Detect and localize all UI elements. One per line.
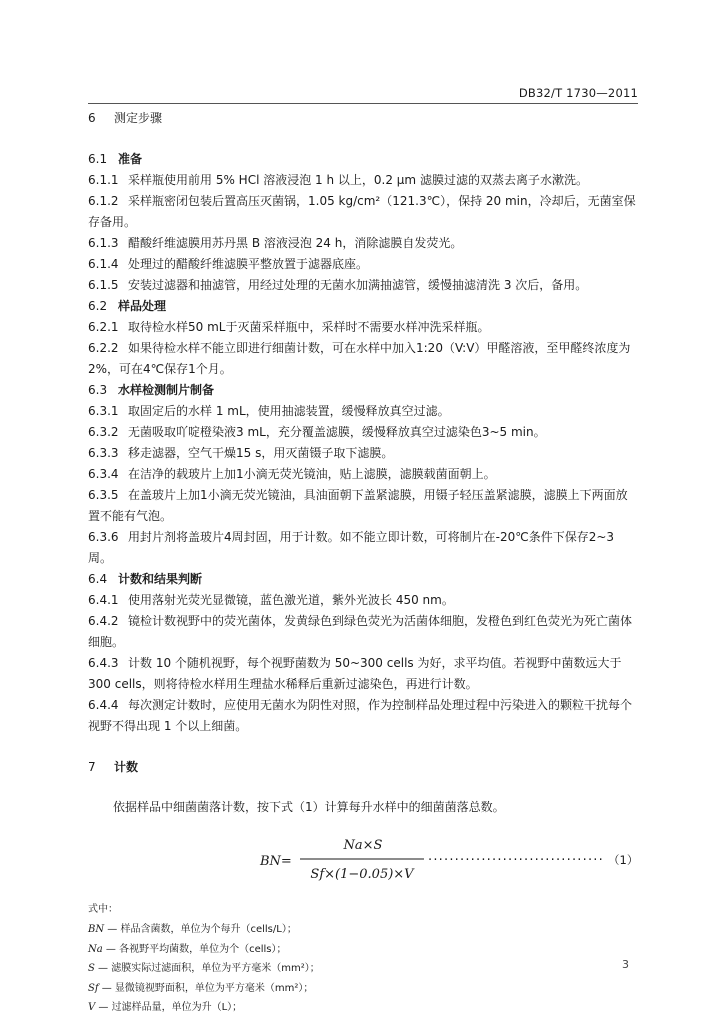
clause-6-3-4 (88, 464, 638, 485)
clause-number: 6.1.2 (88, 194, 119, 208)
variable-symbol: S (88, 963, 95, 974)
clause-text: 处理过的醋酸纤维滤膜平整放置于滤器底座。 (128, 257, 369, 271)
clause-6-1-3 (88, 233, 638, 254)
clause-6-1-4 (88, 254, 638, 275)
clause-number: 6.3.3 (88, 446, 119, 460)
variable-description: — 各视野平均菌数，单位为个（cells）； (105, 943, 287, 955)
variable-symbol: BN (88, 924, 105, 935)
clause-6-1-5 (88, 275, 638, 296)
clause-number: 6.3.6 (88, 530, 119, 544)
clause-6-3-1 (88, 401, 638, 422)
subsection-number: 6.3 (88, 383, 108, 397)
clause-text: 取待检水样50 mL于灭菌采样瓶中，采样时不需要水样冲洗采样瓶。 (128, 320, 490, 334)
clause-number: 6.1.1 (88, 173, 119, 187)
subsection-6-1-heading (88, 149, 638, 170)
clause-text: 用封片剂将盖玻片4周封固，用于计数。如不能立即计数，可将制片在-20℃条件下保存2~3周。 (88, 530, 615, 565)
clause-number: 6.4.4 (88, 698, 119, 712)
clause-text: 镜检计数视野中的荧光菌体，发黄绿色到绿色荧光为活菌体细胞，发橙色到红色荧光为死亡菌体细胞。 (88, 614, 633, 649)
subsection-number: 6.1 (88, 152, 108, 166)
variable-symbol: Na (88, 943, 103, 955)
clause-text: 无菌吸取吖啶橙染液3 mL，充分覆盖滤膜，缓慢释放真空过滤染色3~5 min。 (128, 425, 546, 439)
subsection-title: 样品处理 (118, 299, 167, 313)
section-number: 7 (88, 760, 96, 774)
clause-6-1-2 (88, 191, 638, 233)
clause-6-4-4 (88, 695, 638, 737)
subsection-6-3-heading (88, 380, 638, 401)
formula-leader-dots: ································· (428, 853, 604, 868)
clause-text: 计数 10 个随机视野，每个视野菌数为 50~300 cells 为好，求平均值。若视野中菌数远大于 300 cells，则将待检水样用生理盐水稀释后重新过滤染色，再进行计数。 (88, 656, 622, 691)
page-content (88, 108, 638, 1018)
variable-row (88, 920, 638, 940)
clause-text: 采样瓶密闭包装后置高压灭菌锅，1.05 kg/cm²（121.3℃），保持 20 min，冷却后，无菌室保存备用。 (88, 194, 636, 229)
clause-text: 如果待检水样不能立即进行细菌计数，可在水样中加入1:20（V:V）甲醛溶液，至甲醛终浓度为2%，可在4℃保存1个月。 (88, 341, 631, 376)
clause-text: 移走滤器，空气干燥15 s，用灭菌镊子取下滤膜。 (128, 446, 394, 460)
variable-symbol: V (88, 1002, 96, 1013)
clause-number: 6.4.1 (88, 593, 119, 607)
variable-description: — 滤膜实际过滤面积，单位为平方毫米（mm²）； (98, 963, 320, 974)
subsection-6-4-heading (88, 569, 638, 590)
subsection-title: 准备 (118, 152, 143, 166)
formula-lhs: BN= (260, 854, 292, 869)
clause-6-3-3 (88, 443, 638, 464)
variable-description: — 样品含菌数，单位为个每升（cells/L）； (107, 924, 297, 935)
variable-symbol: Sf (88, 982, 99, 994)
clause-number: 6.2.1 (88, 320, 119, 334)
clause-6-2-1 (88, 317, 638, 338)
clause-number: 6.1.3 (88, 236, 119, 250)
variable-definitions (88, 900, 638, 1018)
variable-description: — 显微镜视野面积，单位为平方毫米（mm²）； (101, 982, 314, 994)
standard-code: DB32/T 1730—2011 (518, 86, 638, 100)
clause-6-3-5 (88, 485, 638, 527)
clause-text: 采样瓶使用前用 5% HCl 溶液浸泡 1 h 以上，0.2 μm 滤膜过滤的双蒸去离子水漱洗。 (128, 173, 588, 187)
subsection-title: 水样检测制片制备 (118, 383, 215, 397)
section-6-heading (88, 108, 638, 129)
clause-number: 6.3.1 (88, 404, 119, 418)
where-label: 式中： (88, 904, 118, 915)
clause-number: 6.4.2 (88, 614, 119, 628)
clause-6-1-1 (88, 170, 638, 191)
clause-text: 取固定后的水样 1 mL，使用抽滤装置，缓慢释放真空过滤。 (128, 404, 450, 418)
formula-1 (88, 832, 638, 888)
formula-denominator: Sf×(1−0.05)×V (310, 867, 414, 882)
header-rule (88, 103, 638, 104)
section-title: 测定步骤 (114, 111, 163, 125)
section-number: 6 (88, 111, 96, 125)
clause-6-4-3 (88, 653, 638, 695)
variable-description: — 过滤样品量，单位为升（L）； (98, 1002, 243, 1013)
variable-row (88, 979, 638, 999)
page-number: 3 (622, 958, 629, 971)
formula-equation-number: （1） (608, 853, 638, 867)
clause-text: 在盖玻片上加1小滴无荧光镜油，具油面朝下盖紧滤膜，用镊子轻压盖紧滤膜，滤膜上下两面放置不能有气泡。 (88, 488, 628, 523)
clause-text: 使用落射光荧光显微镜，蓝色激光道，紫外光波长 450 nm。 (128, 593, 454, 607)
clause-number: 6.4.3 (88, 656, 119, 670)
clause-6-4-2 (88, 611, 638, 653)
clause-text: 在洁净的载玻片上加1小滴无荧光镜油，贴上滤膜，滤膜载菌面朝上。 (128, 467, 496, 481)
formula-numerator: Na×S (343, 838, 383, 853)
clause-6-3-2 (88, 422, 638, 443)
clause-number: 6.1.4 (88, 257, 119, 271)
section-title: 计数 (114, 760, 139, 774)
clause-6-4-1 (88, 590, 638, 611)
section-7-heading (88, 757, 638, 778)
clause-number: 6.2.2 (88, 341, 119, 355)
subsection-6-2-heading (88, 296, 638, 317)
subsection-title: 计数和结果判断 (118, 572, 203, 586)
clause-6-2-2 (88, 338, 638, 380)
clause-text: 安装过滤器和抽滤管，用经过处理的无菌水加满抽滤管，缓慢抽滤清洗 3 次后，备用。 (128, 278, 588, 292)
clause-number: 6.3.2 (88, 425, 119, 439)
variable-row (88, 940, 638, 960)
variable-row (88, 959, 638, 979)
formula-intro: 依据样品中细菌菌落计数，按下式（1）计算每升水样中的细菌菌落总数。 (113, 800, 505, 814)
clause-6-3-6 (88, 527, 638, 569)
subsection-number: 6.2 (88, 299, 108, 313)
formula-graphic (88, 832, 638, 888)
subsection-number: 6.4 (88, 572, 108, 586)
clause-text: 每次测定计数时，应使用无菌水为阴性对照，作为控制样品处理过程中污染进入的颗粒干扰每个视野不得出现 1 个以上细菌。 (88, 698, 633, 733)
variable-row (88, 998, 638, 1018)
clause-number: 6.1.5 (88, 278, 119, 292)
clause-number: 6.3.4 (88, 467, 119, 481)
clause-text: 醋酸纤维滤膜用苏丹黑 B 溶液浸泡 24 h，消除滤膜自发荧光。 (128, 236, 463, 250)
clause-number: 6.3.5 (88, 488, 119, 502)
